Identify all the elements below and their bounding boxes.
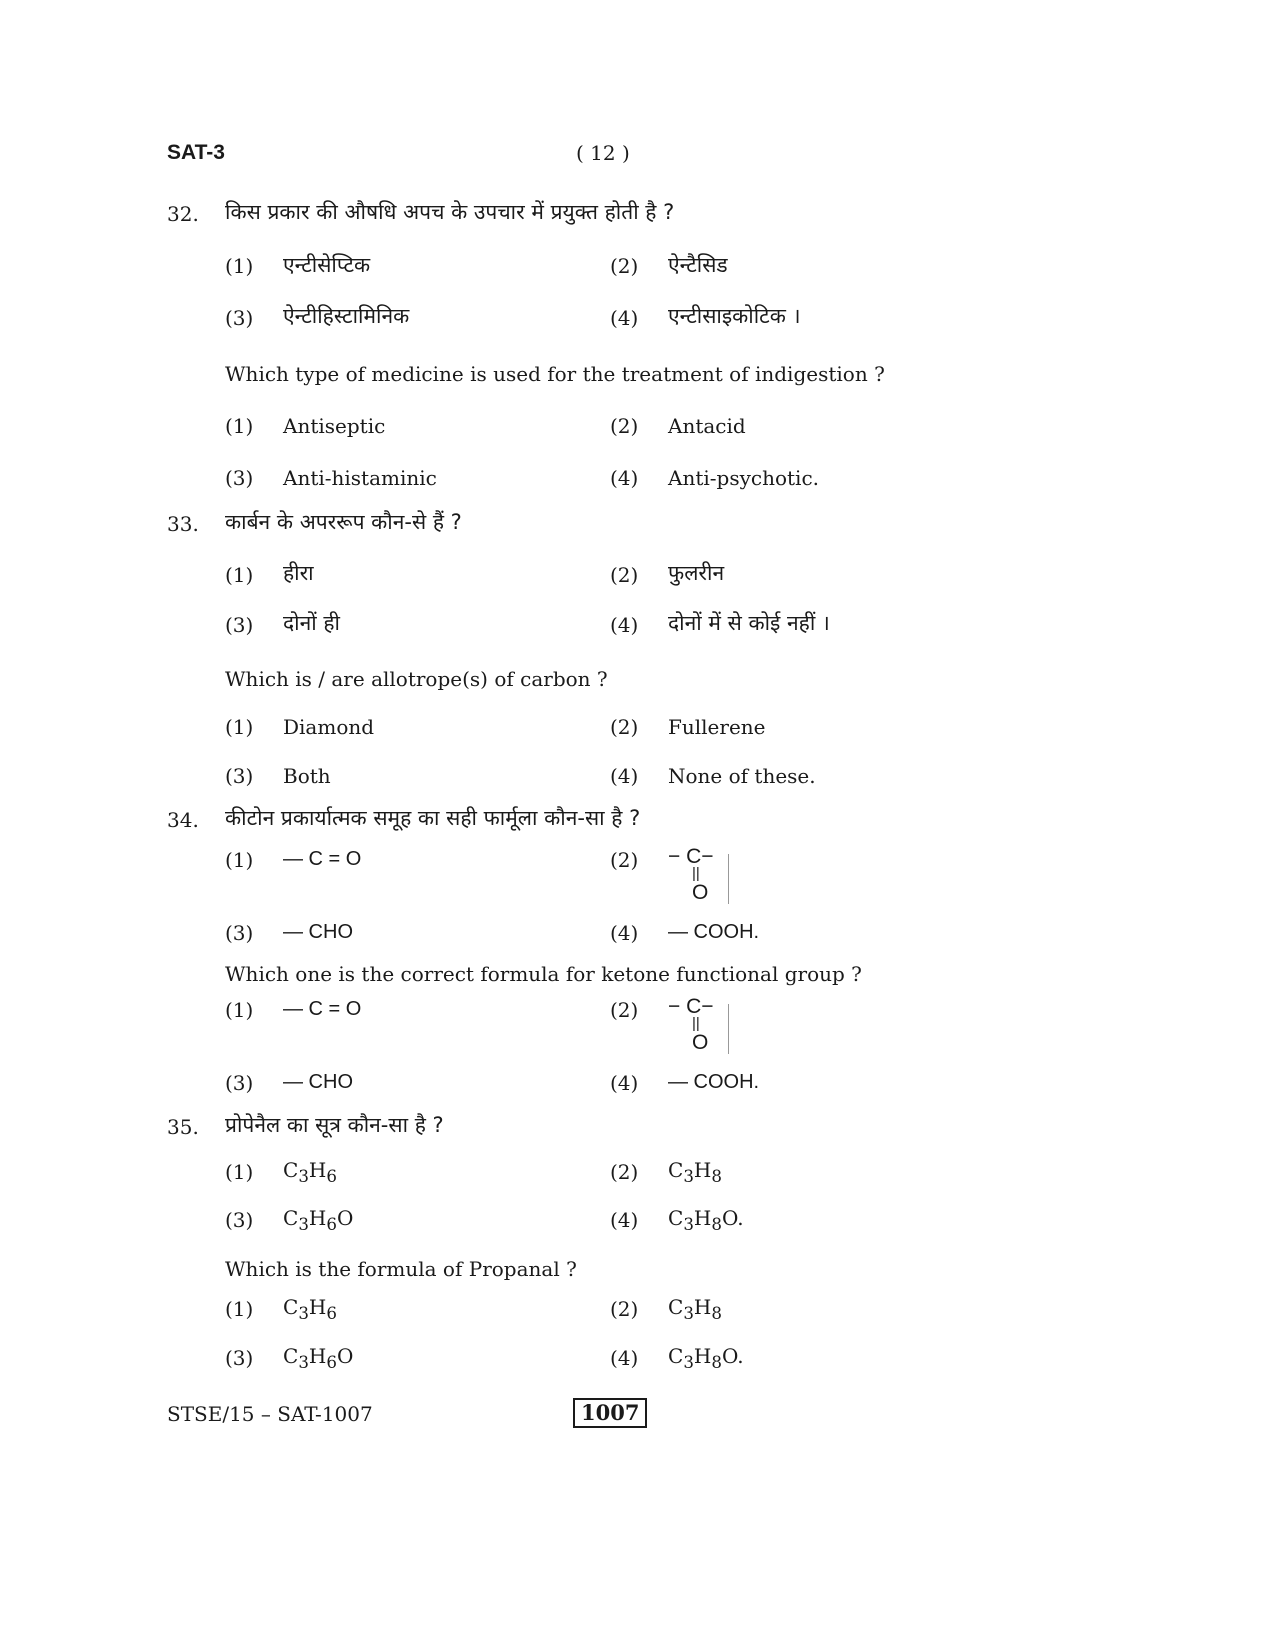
option-label: (1) (225, 848, 254, 872)
footer-box-number: 1007 (573, 1398, 647, 1428)
formula-option: — CHO (283, 1071, 353, 1093)
option-label: (4) (610, 613, 639, 637)
option-label: (3) (225, 764, 254, 788)
question-number: 32. (167, 202, 199, 226)
option-label: (1) (225, 715, 254, 739)
formula-option: — CHO (283, 921, 353, 943)
question-text-hindi: कार्बन के अपररूप कौन-से हैं ? (225, 510, 462, 534)
question-text-hindi: किस प्रकार की औषधि अपच के उपचार में प्रयुक्त होती है ? (225, 200, 675, 224)
structure-oxygen: O (692, 1031, 709, 1054)
option-label: (2) (610, 848, 639, 872)
question-text-english: Which is the formula of Propanal ? (225, 1257, 577, 1281)
double-bond: || (692, 865, 700, 882)
option-text-english: Antiseptic (283, 414, 386, 438)
option-text-hindi: दोनों में से कोई नहीं । (668, 611, 830, 635)
option-label: (2) (610, 1160, 639, 1184)
option-text-hindi: ऐन्टीहिस्टामिनिक (283, 304, 410, 328)
question-text-english: Which is / are allotrope(s) of carbon ? (225, 667, 608, 691)
option-label: (4) (610, 306, 639, 330)
option-label: (1) (225, 563, 254, 587)
question-text-english: Which one is the correct formula for ketone functional group ? (225, 962, 862, 986)
option-text-english: Diamond (283, 715, 375, 739)
option-label: (2) (610, 1297, 639, 1321)
structure-top: − C− (668, 995, 714, 1018)
option-label: (3) (225, 613, 254, 637)
option-text-hindi: दोनों ही (283, 611, 340, 635)
option-label: (2) (610, 715, 639, 739)
paper-code: SAT-3 (167, 141, 225, 164)
option-label: (1) (225, 998, 254, 1022)
double-bond: || (692, 1015, 700, 1032)
option-label: (2) (610, 254, 639, 278)
ketone-structure (668, 995, 738, 1058)
question-text-english: Which type of medicine is used for the treatment of indigestion ? (225, 362, 885, 386)
option-text-english: Antacid (668, 414, 746, 438)
option-label: (3) (225, 921, 254, 945)
margin-line (728, 854, 729, 904)
formula-option: $C_3H_8O$. (668, 1344, 744, 1372)
option-text-hindi: एन्टीसाइकोटिक । (668, 304, 801, 328)
page-number: ( 12 ) (576, 141, 630, 165)
option-text-english: None of these. (668, 764, 816, 788)
option-label: (3) (225, 1208, 254, 1232)
option-label: (3) (225, 466, 254, 490)
option-label: (3) (225, 306, 254, 330)
formula-option: $C_3H_8O$. (668, 1206, 744, 1234)
formula-option: $C_3H_6$ (283, 1158, 337, 1186)
option-label: (2) (610, 414, 639, 438)
option-text-hindi: ऐन्टैसिड (668, 253, 728, 277)
option-text-english: Anti-histaminic (283, 466, 437, 490)
option-label: (4) (610, 1071, 639, 1095)
option-label: (4) (610, 921, 639, 945)
option-label: (4) (610, 764, 639, 788)
option-text-hindi: हीरा (283, 561, 314, 585)
option-label: (3) (225, 1346, 254, 1370)
option-text-hindi: फुलरीन (668, 561, 725, 585)
option-label: (1) (225, 1297, 254, 1321)
question-number: 33. (167, 512, 199, 536)
formula-option: — C = O (283, 848, 362, 870)
option-text-hindi: एन्टीसेप्टिक (283, 253, 371, 277)
formula-option: — C = O (283, 998, 362, 1020)
option-label: (1) (225, 414, 254, 438)
option-text-english: Both (283, 764, 331, 788)
margin-line (728, 1004, 729, 1054)
option-label: (1) (225, 254, 254, 278)
option-label: (4) (610, 466, 639, 490)
question-text-hindi: कीटोन प्रकार्यात्मक समूह का सही फार्मूला कौन-सा है ? (225, 806, 641, 830)
option-text-english: Fullerene (668, 715, 766, 739)
option-label: (4) (610, 1208, 639, 1232)
formula-option: $C_3H_8$ (668, 1158, 722, 1186)
formula-option: — COOH. (668, 1071, 760, 1093)
option-label: (2) (610, 563, 639, 587)
ketone-structure (668, 845, 738, 908)
formula-option: $C_3H_6O$ (283, 1206, 354, 1234)
formula-option: $C_3H_6O$ (283, 1344, 354, 1372)
structure-oxygen: O (692, 881, 709, 904)
option-text-english: Anti-psychotic. (668, 466, 819, 490)
formula-option: $C_3H_6$ (283, 1295, 337, 1323)
formula-option: — COOH. (668, 921, 760, 943)
structure-top: − C− (668, 845, 714, 868)
question-text-hindi: प्रोपेनैल का सूत्र कौन-सा है ? (225, 1113, 444, 1137)
question-number: 34. (167, 808, 199, 832)
option-label: (4) (610, 1346, 639, 1370)
option-label: (1) (225, 1160, 254, 1184)
option-label: (2) (610, 998, 639, 1022)
question-number: 35. (167, 1115, 199, 1139)
footer-code: STSE/15 – SAT-1007 (167, 1402, 373, 1426)
option-label: (3) (225, 1071, 254, 1095)
formula-option: $C_3H_8$ (668, 1295, 722, 1323)
